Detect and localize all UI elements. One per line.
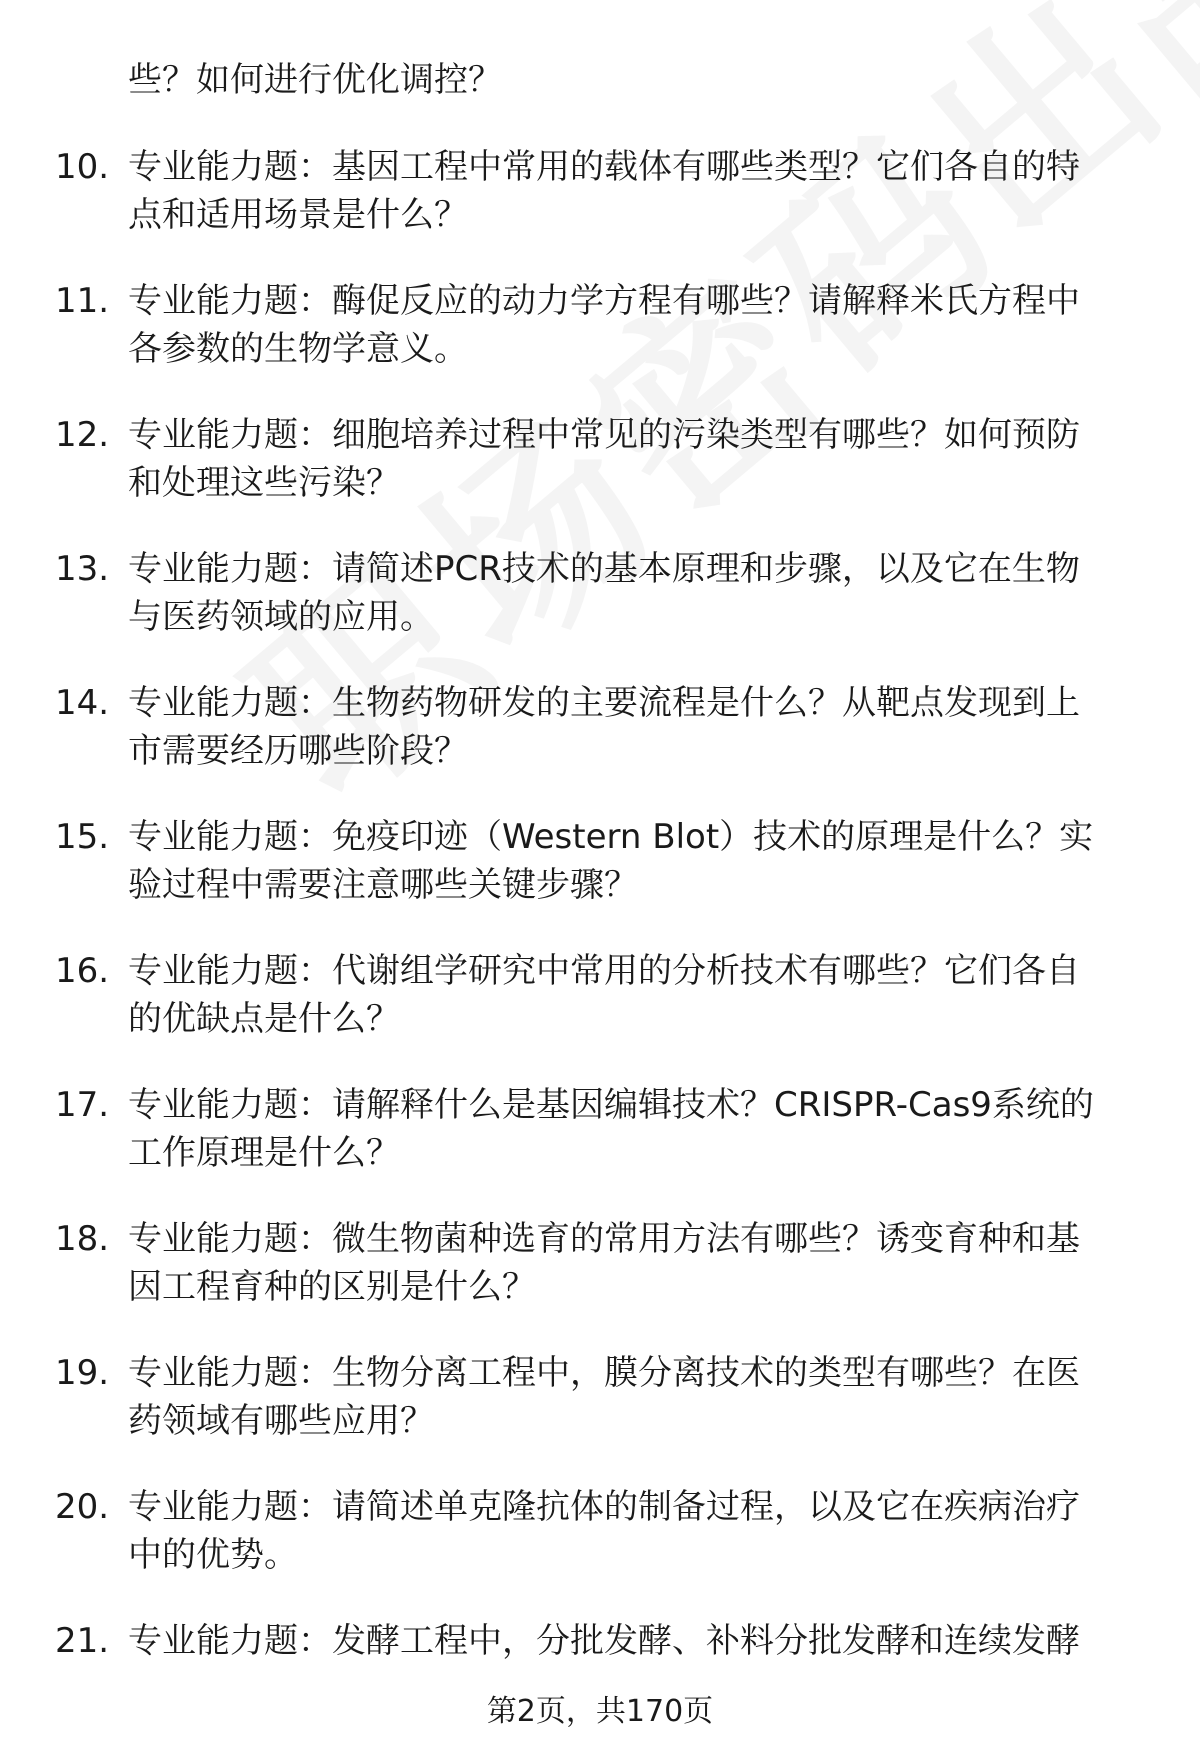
question-line: 中的优势。 xyxy=(128,1535,298,1575)
question-text xyxy=(128,143,1158,239)
question-line: 市需要经历哪些阶段？ xyxy=(128,731,468,771)
question-number: 15. xyxy=(55,817,110,857)
question-item xyxy=(0,545,1200,679)
continued-question-text: 些？如何进行优化调控？ xyxy=(128,60,502,100)
question-text xyxy=(128,545,1158,641)
question-line: 各参数的生物学意义。 xyxy=(128,329,468,369)
question-item xyxy=(0,813,1200,947)
question-number: 16. xyxy=(55,951,110,991)
question-line: 与医药领域的应用。 xyxy=(128,597,434,637)
question-text xyxy=(128,1617,1158,1665)
question-item xyxy=(0,679,1200,813)
question-line: 工作原理是什么？ xyxy=(128,1133,400,1173)
question-text xyxy=(128,277,1158,373)
question-number: 13. xyxy=(55,549,110,589)
question-line: 专业能力题：细胞培养过程中常见的污染类型有哪些？如何预防 xyxy=(128,415,1080,455)
question-number: 11. xyxy=(55,281,110,321)
question-line: 点和适用场景是什么？ xyxy=(128,195,468,235)
question-line: 专业能力题：微生物菌种选育的常用方法有哪些？诱变育种和基 xyxy=(128,1219,1080,1259)
question-text xyxy=(128,947,1158,1043)
question-number: 20. xyxy=(55,1487,110,1527)
question-text xyxy=(128,679,1158,775)
question-text xyxy=(128,1483,1158,1579)
question-list xyxy=(0,143,1200,1751)
question-number: 19. xyxy=(55,1353,110,1393)
question-line: 专业能力题：请简述PCR技术的基本原理和步骤，以及它在生物 xyxy=(128,549,1080,589)
question-text xyxy=(128,1081,1158,1177)
question-item xyxy=(0,411,1200,545)
question-item xyxy=(0,1483,1200,1617)
question-item xyxy=(0,277,1200,411)
question-line: 的优缺点是什么？ xyxy=(128,999,400,1039)
question-number: 21. xyxy=(55,1621,110,1661)
question-item xyxy=(0,1349,1200,1483)
question-number: 10. xyxy=(55,147,110,187)
page-footer: 第2页，共170页 xyxy=(486,1694,714,1729)
question-line: 专业能力题：请简述单克隆抗体的制备过程，以及它在疾病治疗 xyxy=(128,1487,1080,1527)
question-line: 药领域有哪些应用？ xyxy=(128,1401,434,1441)
question-line: 专业能力题：免疫印迹（Western Blot）技术的原理是什么？实 xyxy=(128,817,1094,857)
question-item xyxy=(0,1081,1200,1215)
question-number: 18. xyxy=(55,1219,110,1259)
question-line: 验过程中需要注意哪些关键步骤？ xyxy=(128,865,638,905)
question-number: 17. xyxy=(55,1085,110,1125)
question-text xyxy=(128,813,1158,909)
question-item xyxy=(0,143,1200,277)
question-line: 专业能力题：基因工程中常用的载体有哪些类型？它们各自的特 xyxy=(128,147,1080,187)
question-line: 和处理这些污染？ xyxy=(128,463,400,503)
question-item xyxy=(0,947,1200,1081)
question-number: 14. xyxy=(55,683,110,723)
question-item xyxy=(0,1215,1200,1349)
question-line: 专业能力题：代谢组学研究中常用的分析技术有哪些？它们各自 xyxy=(128,951,1080,991)
question-text xyxy=(128,411,1158,507)
question-line: 专业能力题：请解释什么是基因编辑技术？CRISPR-Cas9系统的 xyxy=(128,1085,1094,1125)
question-line: 专业能力题：生物药物研发的主要流程是什么？从靶点发现到上 xyxy=(128,683,1080,723)
question-line: 因工程育种的区别是什么？ xyxy=(128,1267,536,1307)
question-line: 专业能力题：酶促反应的动力学方程有哪些？请解释米氏方程中 xyxy=(128,281,1080,321)
question-text xyxy=(128,1349,1158,1445)
question-number: 12. xyxy=(55,415,110,455)
question-line: 专业能力题：发酵工程中，分批发酵、补料分批发酵和连续发酵 xyxy=(128,1621,1080,1661)
question-text xyxy=(128,1215,1158,1311)
question-line: 专业能力题：生物分离工程中，膜分离技术的类型有哪些？在医 xyxy=(128,1353,1080,1393)
